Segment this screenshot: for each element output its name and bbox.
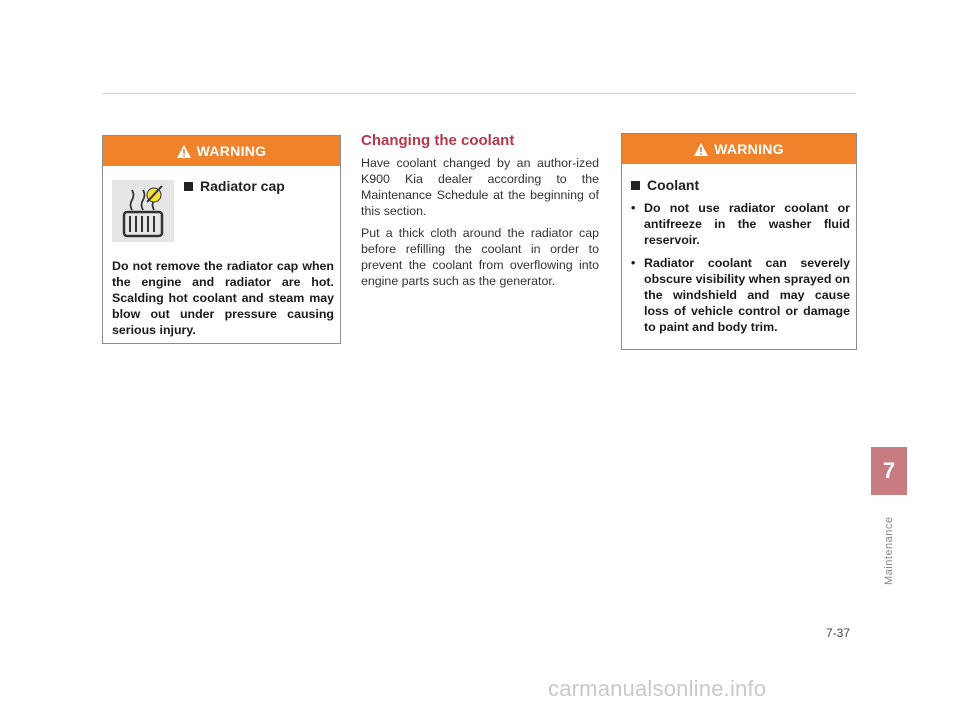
warning-triangle-icon bbox=[694, 143, 708, 156]
warning-header bbox=[103, 136, 340, 166]
warning-triangle-icon bbox=[177, 145, 191, 158]
list-item: • Radiator coolant can severely obscure visibility when sprayed on the windshield and may cause loss of vehicle control or damage to paint and body trim. bbox=[631, 255, 850, 335]
subtitle-coolant bbox=[631, 177, 699, 193]
no-hand-radiator-icon bbox=[112, 180, 174, 242]
subtitle-label: Radiator cap bbox=[200, 178, 285, 194]
paragraph-2: Put a thick cloth around the radiator cap before refilling the coolant in order to prevent the coolant from overflowing into engine parts such as the generator. bbox=[361, 226, 599, 288]
warning-list bbox=[631, 200, 850, 342]
top-rule bbox=[103, 93, 856, 94]
chapter-tab: 7 bbox=[871, 447, 907, 495]
paragraph-1: Have coolant changed by an author-ized K900 Kia dealer according to the Maintenance Schedule at the beginning of this section. bbox=[361, 156, 599, 218]
square-bullet-icon bbox=[631, 181, 640, 190]
warning-body-text: Do not remove the radiator cap when the engine and radiator are hot. Scalding hot coolant and steam may blow out under pressure causing serious injury. bbox=[112, 259, 334, 337]
warning-box-radiator-cap bbox=[102, 135, 341, 344]
warning-header-label: WARNING bbox=[714, 141, 784, 157]
chapter-label: Maintenance bbox=[883, 516, 895, 585]
section-changing-coolant bbox=[361, 132, 599, 295]
subtitle-label: Coolant bbox=[647, 177, 700, 193]
page-number: 7-37 bbox=[826, 626, 851, 640]
subtitle-radiator-cap bbox=[184, 178, 285, 194]
warning-header bbox=[622, 134, 856, 164]
square-bullet-icon bbox=[184, 182, 193, 191]
watermark: carmanualsonline.info bbox=[548, 676, 767, 701]
section-heading: Changing the coolant bbox=[361, 132, 515, 149]
list-item: • Do not use radiator coolant or antifreeze in the washer fluid reservoir. bbox=[631, 200, 850, 248]
warning-box-coolant bbox=[621, 133, 857, 350]
warning-header-label: WARNING bbox=[196, 143, 267, 159]
